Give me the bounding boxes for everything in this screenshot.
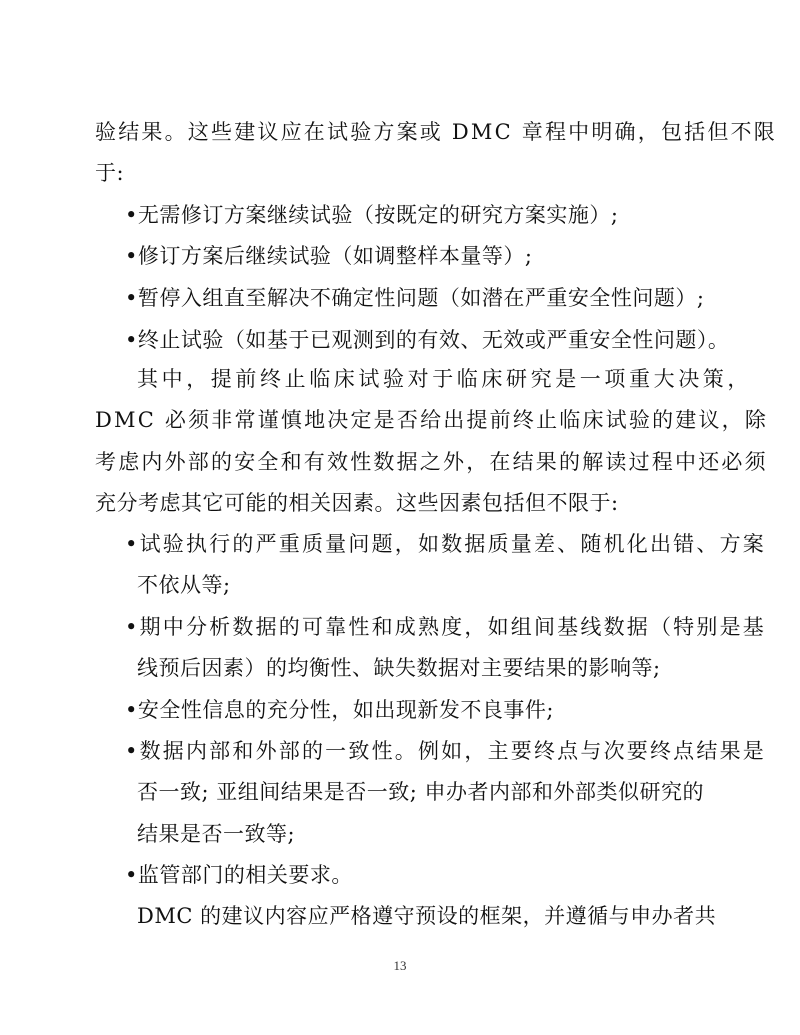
paragraph-line: 考虑内外部的安全和有效性数据之外，在结果的解读过程中还必须	[95, 450, 768, 474]
paragraph-line: DMC 的建议内容应严格遵守预设的框架，并遵循与申办者共	[137, 904, 717, 928]
paragraph-line: 充分考虑其它可能的相关因素。这些因素包括但不限于:	[95, 491, 619, 515]
paragraph-line: 其中，提前终止临床试验对于临床研究是一项重大决策，	[137, 367, 752, 391]
bullet-item-consistency: •数据内部和外部的一致性。例如，主要终点与次要终点结果是	[125, 739, 766, 763]
paragraph-line: DMC 必须非常谨慎地决定是否给出提前终止临床试验的建议，除	[95, 408, 769, 432]
bullet-item-continue-trial: •无需修订方案继续试验（按既定的研究方案实施）;	[125, 203, 619, 227]
paragraph-line: 于:	[95, 161, 125, 185]
bullet-continuation: 线预后因素）的均衡性、缺失数据对主要结果的影响等;	[137, 656, 661, 680]
bullet-item-modify-protocol: •修订方案后继续试验（如调整样本量等）;	[125, 244, 533, 268]
bullet-continuation: 否一致; 亚组间结果是否一致; 申办者内部和外部类似研究的	[137, 780, 704, 804]
page-number: 13	[393, 958, 407, 973]
bullet-item-interim-analysis: •期中分析数据的可靠性和成熟度，如组间基线数据（特别是基	[125, 615, 766, 639]
bullet-item-regulatory: •监管部门的相关要求。	[125, 863, 353, 887]
paragraph-line: 验结果。这些建议应在试验方案或 DMC 章程中明确，包括但不限	[95, 120, 777, 144]
bullet-item-pause-enrollment: •暂停入组直至解决不确定性问题（如潜在严重安全性问题）;	[125, 286, 705, 310]
bullet-item-terminate-trial: •终止试验（如基于已观测到的有效、无效或严重安全性问题）。	[125, 328, 730, 352]
bullet-continuation: 不依从等;	[137, 573, 231, 597]
bullet-continuation: 结果是否一致等;	[137, 822, 296, 846]
bullet-item-safety-info: •安全性信息的充分性，如出现新发不良事件;	[125, 698, 554, 722]
bullet-item-quality-issues: •试验执行的严重质量问题，如数据质量差、随机化出错、方案	[125, 532, 766, 556]
